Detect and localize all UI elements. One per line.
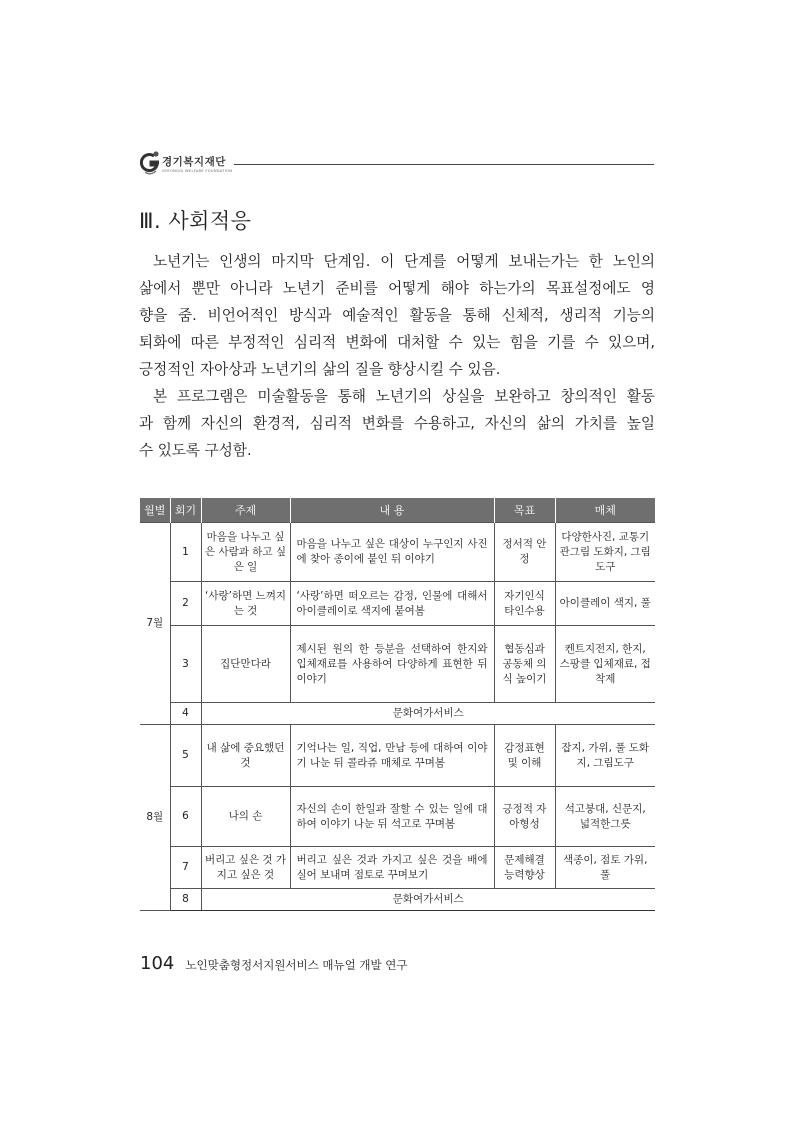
- page-footer: [140, 953, 408, 974]
- topic-cell: 집단만다라: [201, 626, 290, 703]
- topic-cell: 버리고 싶은 것 가지고 싶은 것: [201, 847, 290, 889]
- merged-cell: 문화여가서비스: [201, 889, 655, 911]
- content-cell: 자신의 손이 한일과 잘할 수 있는 일에 대하여 이야기 나눈 뒤 석고로 꾸며봄: [290, 787, 494, 847]
- program-table: [140, 498, 655, 911]
- page-number: 104: [140, 953, 175, 974]
- paragraph-1: [139, 248, 655, 383]
- header-media: 매체: [555, 498, 655, 523]
- month-cell: 7월: [140, 523, 170, 725]
- content-cell: 제시된 원의 한 등분을 선택하여 한지와 입체재료를 사용하여 다양하게 표현한 뒤 이야기: [290, 626, 494, 703]
- footer-title: 노인맞춤형정서지원서비스 매뉴얼 개발 연구: [185, 958, 408, 972]
- goal-cell: 협동심과 공동체 의식 높이기: [494, 626, 555, 703]
- session-cell: 5: [170, 725, 201, 787]
- media-cell: 켄트지전지, 한지, 스팡클 입체재료, 접착제: [555, 626, 655, 703]
- header-goal: 목표: [494, 498, 555, 523]
- table-row: [140, 523, 655, 582]
- media-cell: 아이클레이 색지, 풀: [555, 582, 655, 626]
- media-cell: 다양한사진, 교통기관그림 도화지, 그림도구: [555, 523, 655, 582]
- table-row: [140, 626, 655, 703]
- goal-cell: 감정표현 및 이해: [494, 725, 555, 787]
- page-header: [140, 150, 654, 180]
- merged-cell: 문화여가서비스: [201, 703, 655, 725]
- media-cell: 잡지, 가위, 풀 도화지, 그림도구: [555, 725, 655, 787]
- topic-cell: ‘사랑’하면 느껴지는 것: [201, 582, 290, 626]
- topic-cell: 내 삶에 중요했던 것: [201, 725, 290, 787]
- content-cell: 기억나는 일, 직업, 만남 등에 대하여 이야기 나눈 뒤 콜라쥬 매체로 꾸며봄: [290, 725, 494, 787]
- text-line: 퇴화에 따른 부정적인 심리적 변화에 대처할 수 있는 힘을 기를 수 있으며,: [139, 334, 655, 351]
- section-title: Ⅲ. 사회적응: [139, 209, 252, 233]
- header-session: 회기: [170, 498, 201, 523]
- session-cell: 7: [170, 847, 201, 889]
- content-cell: 마음을 나누고 싶은 대상이 누구인지 사진에 찾아 종이에 붙인 뒤 이야기: [290, 523, 494, 582]
- content-cell: ‘사랑’하면 떠오르는 감정, 인물에 대해서 아이클레이로 색지에 붙여봄: [290, 582, 494, 626]
- session-cell: 2: [170, 582, 201, 626]
- text-line: 수 있도록 구성함.: [139, 442, 252, 459]
- content-cell: 버리고 싶은 것과 가지고 싶은 것을 배에 실어 보내며 점토로 꾸며보기: [290, 847, 494, 889]
- table-header-row: [140, 498, 655, 523]
- table-row: [140, 889, 655, 911]
- media-cell: 석고붕대, 신문지, 넓적한그릇: [555, 787, 655, 847]
- foundation-logo-icon: [140, 150, 160, 176]
- text-line: 삶에서 뿐만 아니라 노년기 준비를 어떻게 해야 하는가의 목표설정에도 영: [139, 280, 655, 297]
- paragraph-2: [139, 383, 655, 464]
- goal-cell: 문제해결 능력향상: [494, 847, 555, 889]
- text-line: 향을 줌. 비언어적인 방식과 예술적인 활동을 통해 신체적, 생리적 기능의: [139, 307, 655, 324]
- text-line: 노년기는 인생의 마지막 단계임. 이 단계를 어떻게 보내는가는 한 노인의: [153, 253, 655, 270]
- topic-cell: 마음을 나누고 싶은 사람과 하고 싶은 일: [201, 523, 290, 582]
- session-cell: 3: [170, 626, 201, 703]
- header-month: 월별: [140, 498, 170, 523]
- body-text: [139, 248, 655, 464]
- session-cell: 6: [170, 787, 201, 847]
- header-content: 내 용: [290, 498, 494, 523]
- session-cell: 4: [170, 703, 201, 725]
- org-subtitle: GYEONGGI WELFARE FOUNDATION: [162, 169, 233, 173]
- org-name: 경기복지재단: [162, 156, 226, 168]
- goal-cell: 긍정적 자아형성: [494, 787, 555, 847]
- table-row: [140, 787, 655, 847]
- goal-cell: 정서적 안정: [494, 523, 555, 582]
- session-cell: 1: [170, 523, 201, 582]
- table-row: [140, 582, 655, 626]
- month-cell: 8월: [140, 725, 170, 911]
- table-row: [140, 847, 655, 889]
- media-cell: 색종이, 점토 가위, 풀: [555, 847, 655, 889]
- text-line: 과 함께 자신의 환경적, 심리적 변화를 수용하고, 자신의 삶의 가치를 높일: [139, 415, 655, 432]
- table-row: [140, 703, 655, 725]
- session-cell: 8: [170, 889, 201, 911]
- table-row: [140, 725, 655, 787]
- text-line: 본 프로그램은 미술활동을 통해 노년기의 상실을 보완하고 창의적인 활동: [153, 388, 655, 405]
- header-topic: 주제: [201, 498, 290, 523]
- goal-cell: 자기인식 타인수용: [494, 582, 555, 626]
- header-rule: [234, 164, 654, 165]
- text-line: 긍정적인 자아상과 노년기의 삶의 질을 향상시킬 수 있음.: [139, 361, 501, 378]
- topic-cell: 나의 손: [201, 787, 290, 847]
